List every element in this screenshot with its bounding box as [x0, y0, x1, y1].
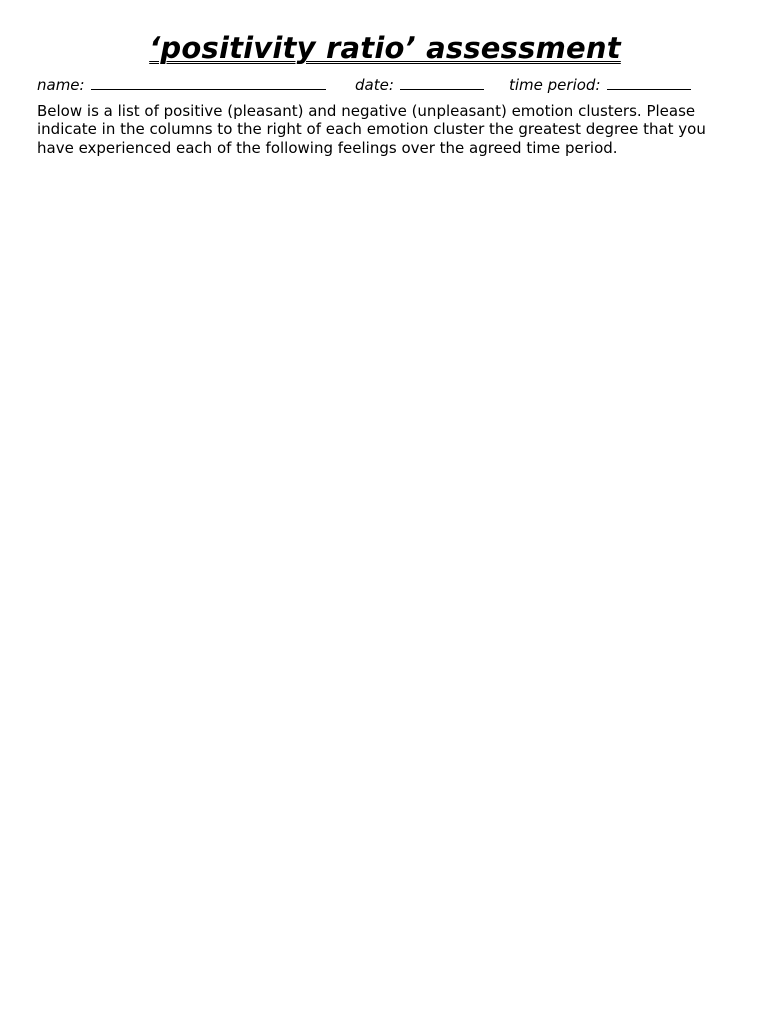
date-blank-line[interactable] — [400, 74, 484, 90]
instructions-paragraph: Below is a list of positive (pleasant) and negative (unpleasant) emotion clusters. Please indicate in the columns to the right of each emotion cluster the greatest degree that you have experienced each of the following feelings over the agreed time period. — [37, 102, 706, 157]
date-field — [355, 74, 484, 96]
date-label: date: — [355, 76, 394, 94]
name-field — [37, 74, 326, 96]
time-period-field — [509, 74, 691, 96]
title-block — [0, 30, 770, 66]
name-label: name: — [37, 76, 85, 94]
time-period-blank-line[interactable] — [607, 74, 691, 90]
page-title: ‘positivity ratio’ assessment — [149, 31, 621, 65]
time-period-label: time period: — [509, 76, 601, 94]
header-fields — [37, 74, 737, 96]
name-blank-line[interactable] — [91, 74, 326, 90]
